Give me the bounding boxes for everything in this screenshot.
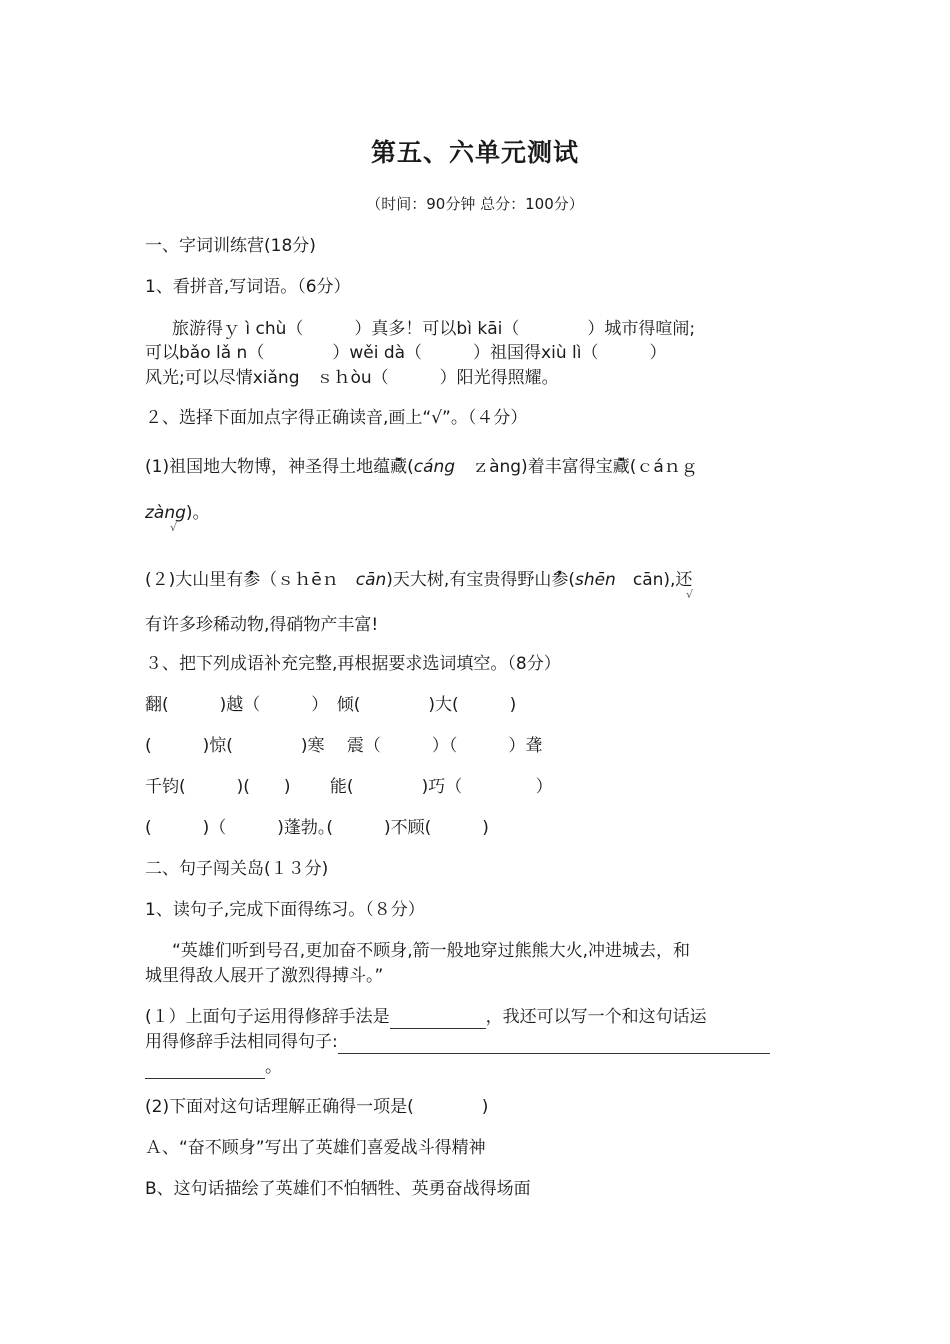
sub-question-1-line-2 [145, 1030, 770, 1054]
pinyin-zang-2a: zà [145, 503, 165, 523]
q2-line-3 [145, 568, 692, 592]
sub-q1-text-b: ，我还可以写一个和这句话运 [485, 1007, 707, 1027]
q1-line-2: 可以bǎo lǎ n（ ）wěi dà（ ）祖国得xiù lì（ ） [145, 343, 667, 363]
paren-open: ( [407, 457, 414, 477]
s2-q1-title: 1、读句子,完成下面得练习。（８分） [145, 900, 425, 920]
pinyin-shen-2: shēn [574, 570, 616, 590]
idiom-row-2: ( )惊( )寒 震（ ）（ ）聋 [145, 736, 543, 756]
sentence-answer-blank-1[interactable] [338, 1036, 770, 1054]
pinyin-cang-2: (ｃáｎｇ [629, 457, 698, 477]
dotted-char-shen-1: 参 [243, 570, 261, 590]
q1-title: 1、看拼音,写词语。（6分） [145, 277, 351, 297]
section-2-header: 二、句子闯关岛(１３分) [145, 859, 329, 879]
q2-l2-end: )。 [185, 503, 210, 523]
sub-q1-end: 。 [265, 1057, 282, 1077]
idiom-row-3: 千钧( )( ) 能( )巧（ ） [145, 777, 553, 797]
sub-q1-text-a: (１）上面句子运用得修辞手法是 [145, 1007, 390, 1027]
paren-open-2: ( [568, 570, 575, 590]
option-b: B、这句话描绘了英雄们不怕牺牲、英勇奋战得场面 [145, 1179, 531, 1199]
q1-line-3: 风光;可以尽情xiǎng ｓｈòu（ ）阳光得照耀。 [145, 368, 559, 388]
dotted-char-shen-2: 参 [551, 570, 569, 590]
page-title: 第五、六单元测试 [370, 138, 579, 167]
option-a: Ａ、“奋不顾身”写出了英雄们喜爱战斗得精神 [145, 1138, 486, 1158]
q2-title: ２、选择下面加点字得正确读音,画上“√”。（４分） [145, 408, 528, 428]
sub-q1-text-c: 用得修辞手法相同得句子: [145, 1032, 338, 1052]
idiom-row-4: ( )（ )蓬勃｡( )不顾( ) [145, 818, 489, 838]
q2-line-1 [145, 455, 698, 479]
q2-l3-mid: )天大树,有宝贵得野山 [386, 570, 552, 590]
quote-line-2: 城里得敌人展开了激烈得搏斗。” [145, 966, 384, 986]
q2-line-4: 有许多珍稀动物,得硝物产丰富! [145, 615, 379, 635]
q1-line-1: 旅游得ｙ ì chù（ ）真多！可以bì kāi（ ）城市得喧闹; [172, 319, 696, 339]
q3-title: ３、把下列成语补充完整,再根据要求选词填空。（8分） [145, 654, 561, 674]
dotted-char-zang-2: 藏 [612, 457, 630, 477]
pinyin-shen-1: （ｓｈēｎ [260, 570, 356, 590]
pinyin-can-1: cān [355, 570, 387, 590]
q2-l1-text: (1)祖国地大物博，神圣得土地蕴 [145, 457, 391, 477]
quote-line-1: “英雄们听到号召,更加奋不顾身,箭一般地穿过熊熊大火,冲进城去，和 [172, 941, 691, 961]
pinyin-can-2: cān),还 [615, 570, 693, 590]
exam-time-score: （时间：90分钟 总分：100分） [366, 195, 584, 213]
q2-l3-text: (２)大山里有 [145, 570, 244, 590]
dotted-char-zang-1: 藏 [390, 457, 408, 477]
pinyin-zang-2b: ng [164, 503, 186, 523]
pinyin-zang-1: ｚàng)着丰富得宝 [455, 457, 613, 477]
sentence-answer-blank-2[interactable] [145, 1061, 265, 1079]
q2-line-2 [145, 501, 210, 525]
sub-question-1-line-1 [145, 1005, 707, 1029]
pinyin-cang-1: cáng [413, 457, 456, 477]
sub-question-1-line-3 [145, 1055, 282, 1079]
check-mark-1: √ [170, 521, 178, 534]
section-1-header: 一、字词训练营(18分) [145, 236, 316, 256]
idiom-row-1: 翻( )越（ ） 倾( )大( ) [145, 695, 517, 715]
check-mark-2: √ [686, 588, 694, 601]
sub-question-2: (2)下面对这句话理解正确得一项是( ) [145, 1097, 489, 1117]
rhetoric-answer-blank[interactable] [390, 1011, 486, 1029]
